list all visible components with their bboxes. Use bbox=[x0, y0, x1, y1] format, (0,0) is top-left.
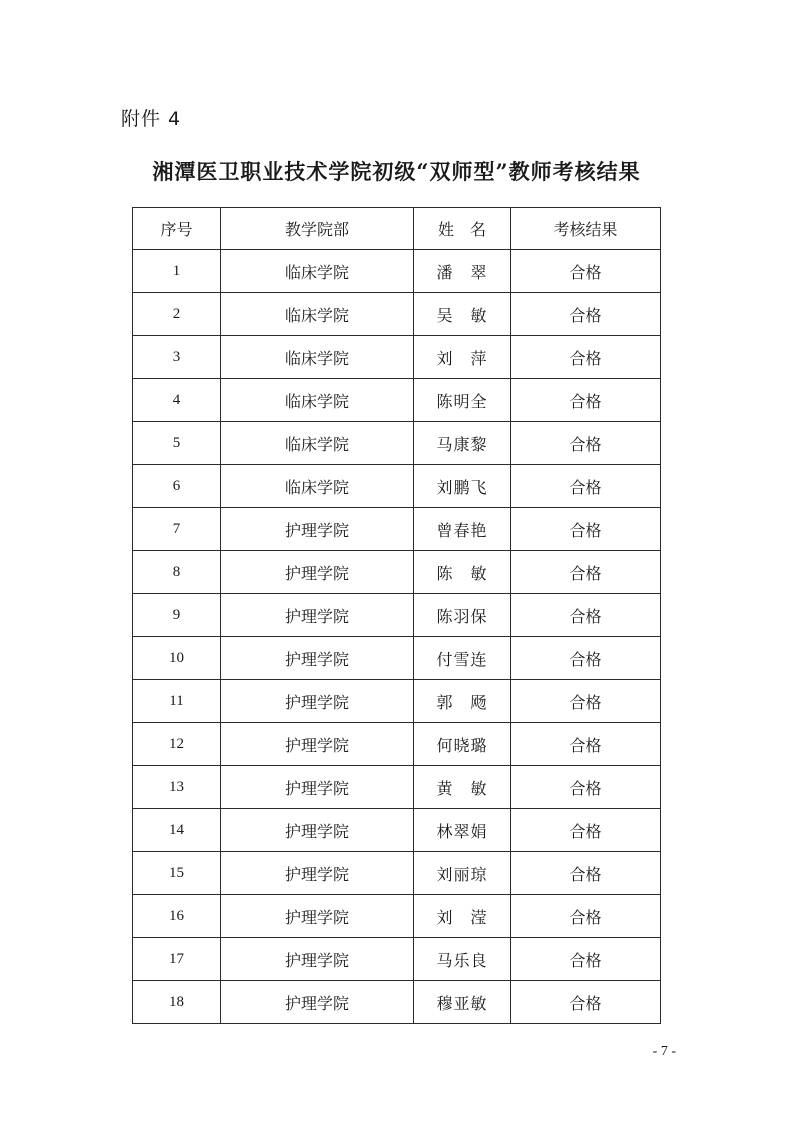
row-result: 合格 bbox=[511, 336, 661, 379]
row-result: 合格 bbox=[511, 379, 661, 422]
row-name: 潘 翠 bbox=[414, 250, 511, 293]
table-row bbox=[133, 336, 661, 379]
row-number: 9 bbox=[133, 594, 221, 637]
table-row bbox=[133, 809, 661, 852]
row-result: 合格 bbox=[511, 938, 661, 981]
row-result: 合格 bbox=[511, 723, 661, 766]
row-name: 陈羽保 bbox=[414, 594, 511, 637]
row-name: 刘鹏飞 bbox=[414, 465, 511, 508]
row-number: 13 bbox=[133, 766, 221, 809]
row-department: 护理学院 bbox=[221, 508, 414, 551]
row-number: 10 bbox=[133, 637, 221, 680]
row-result: 合格 bbox=[511, 766, 661, 809]
row-department: 护理学院 bbox=[221, 594, 414, 637]
table-row bbox=[133, 293, 661, 336]
header-department: 教学院部 bbox=[221, 208, 414, 250]
row-name: 陈 敏 bbox=[414, 551, 511, 594]
header-seq: 序号 bbox=[133, 208, 221, 250]
row-department: 临床学院 bbox=[221, 465, 414, 508]
table-row bbox=[133, 379, 661, 422]
row-name: 付雪连 bbox=[414, 637, 511, 680]
row-number: 18 bbox=[133, 981, 221, 1024]
table-row bbox=[133, 852, 661, 895]
table-row bbox=[133, 422, 661, 465]
row-name: 穆亚敏 bbox=[414, 981, 511, 1024]
row-result: 合格 bbox=[511, 422, 661, 465]
row-result: 合格 bbox=[511, 981, 661, 1024]
row-name: 刘 萍 bbox=[414, 336, 511, 379]
row-name: 郭 飏 bbox=[414, 680, 511, 723]
table-row bbox=[133, 680, 661, 723]
row-result: 合格 bbox=[511, 250, 661, 293]
row-result: 合格 bbox=[511, 465, 661, 508]
row-result: 合格 bbox=[511, 551, 661, 594]
row-number: 11 bbox=[133, 680, 221, 723]
attachment-label: 附件 4 bbox=[121, 108, 182, 130]
table-row bbox=[133, 981, 661, 1024]
row-result: 合格 bbox=[511, 809, 661, 852]
header-result: 考核结果 bbox=[511, 208, 661, 250]
table-row bbox=[133, 637, 661, 680]
row-name: 黄 敏 bbox=[414, 766, 511, 809]
row-number: 12 bbox=[133, 723, 221, 766]
row-number: 16 bbox=[133, 895, 221, 938]
row-number: 4 bbox=[133, 379, 221, 422]
row-name: 马康黎 bbox=[414, 422, 511, 465]
row-result: 合格 bbox=[511, 895, 661, 938]
row-department: 护理学院 bbox=[221, 680, 414, 723]
page-number: - 7 - bbox=[652, 1044, 676, 1059]
row-department: 护理学院 bbox=[221, 809, 414, 852]
row-result: 合格 bbox=[511, 852, 661, 895]
row-name: 何晓璐 bbox=[414, 723, 511, 766]
row-number: 8 bbox=[133, 551, 221, 594]
row-department: 护理学院 bbox=[221, 938, 414, 981]
row-department: 护理学院 bbox=[221, 852, 414, 895]
row-result: 合格 bbox=[511, 508, 661, 551]
row-department: 临床学院 bbox=[221, 250, 414, 293]
results-table bbox=[132, 207, 661, 1024]
row-department: 护理学院 bbox=[221, 895, 414, 938]
row-department: 护理学院 bbox=[221, 981, 414, 1024]
table-row bbox=[133, 938, 661, 981]
row-name: 陈明全 bbox=[414, 379, 511, 422]
row-number: 14 bbox=[133, 809, 221, 852]
row-name: 马乐良 bbox=[414, 938, 511, 981]
table-header-row bbox=[133, 208, 661, 250]
row-number: 2 bbox=[133, 293, 221, 336]
row-department: 临床学院 bbox=[221, 293, 414, 336]
table-row bbox=[133, 250, 661, 293]
row-number: 1 bbox=[133, 250, 221, 293]
row-number: 17 bbox=[133, 938, 221, 981]
table-row bbox=[133, 766, 661, 809]
row-number: 7 bbox=[133, 508, 221, 551]
table-row bbox=[133, 594, 661, 637]
row-name: 刘丽琼 bbox=[414, 852, 511, 895]
document-title: 湘潭医卫职业技术学院初级“双师型”教师考核结果 bbox=[152, 159, 641, 184]
row-number: 15 bbox=[133, 852, 221, 895]
row-name: 林翠娟 bbox=[414, 809, 511, 852]
row-department: 护理学院 bbox=[221, 551, 414, 594]
row-department: 临床学院 bbox=[221, 379, 414, 422]
row-number: 6 bbox=[133, 465, 221, 508]
table-row bbox=[133, 723, 661, 766]
row-number: 5 bbox=[133, 422, 221, 465]
row-name: 曾春艳 bbox=[414, 508, 511, 551]
table-row bbox=[133, 551, 661, 594]
row-result: 合格 bbox=[511, 637, 661, 680]
row-name: 吴 敏 bbox=[414, 293, 511, 336]
table-row bbox=[133, 465, 661, 508]
header-name: 姓 名 bbox=[414, 208, 511, 250]
row-department: 护理学院 bbox=[221, 637, 414, 680]
row-name: 刘 滢 bbox=[414, 895, 511, 938]
row-result: 合格 bbox=[511, 293, 661, 336]
row-department: 临床学院 bbox=[221, 336, 414, 379]
row-result: 合格 bbox=[511, 680, 661, 723]
row-number: 3 bbox=[133, 336, 221, 379]
row-department: 临床学院 bbox=[221, 422, 414, 465]
table-row bbox=[133, 895, 661, 938]
row-department: 护理学院 bbox=[221, 766, 414, 809]
row-department: 护理学院 bbox=[221, 723, 414, 766]
row-result: 合格 bbox=[511, 594, 661, 637]
table-row bbox=[133, 508, 661, 551]
